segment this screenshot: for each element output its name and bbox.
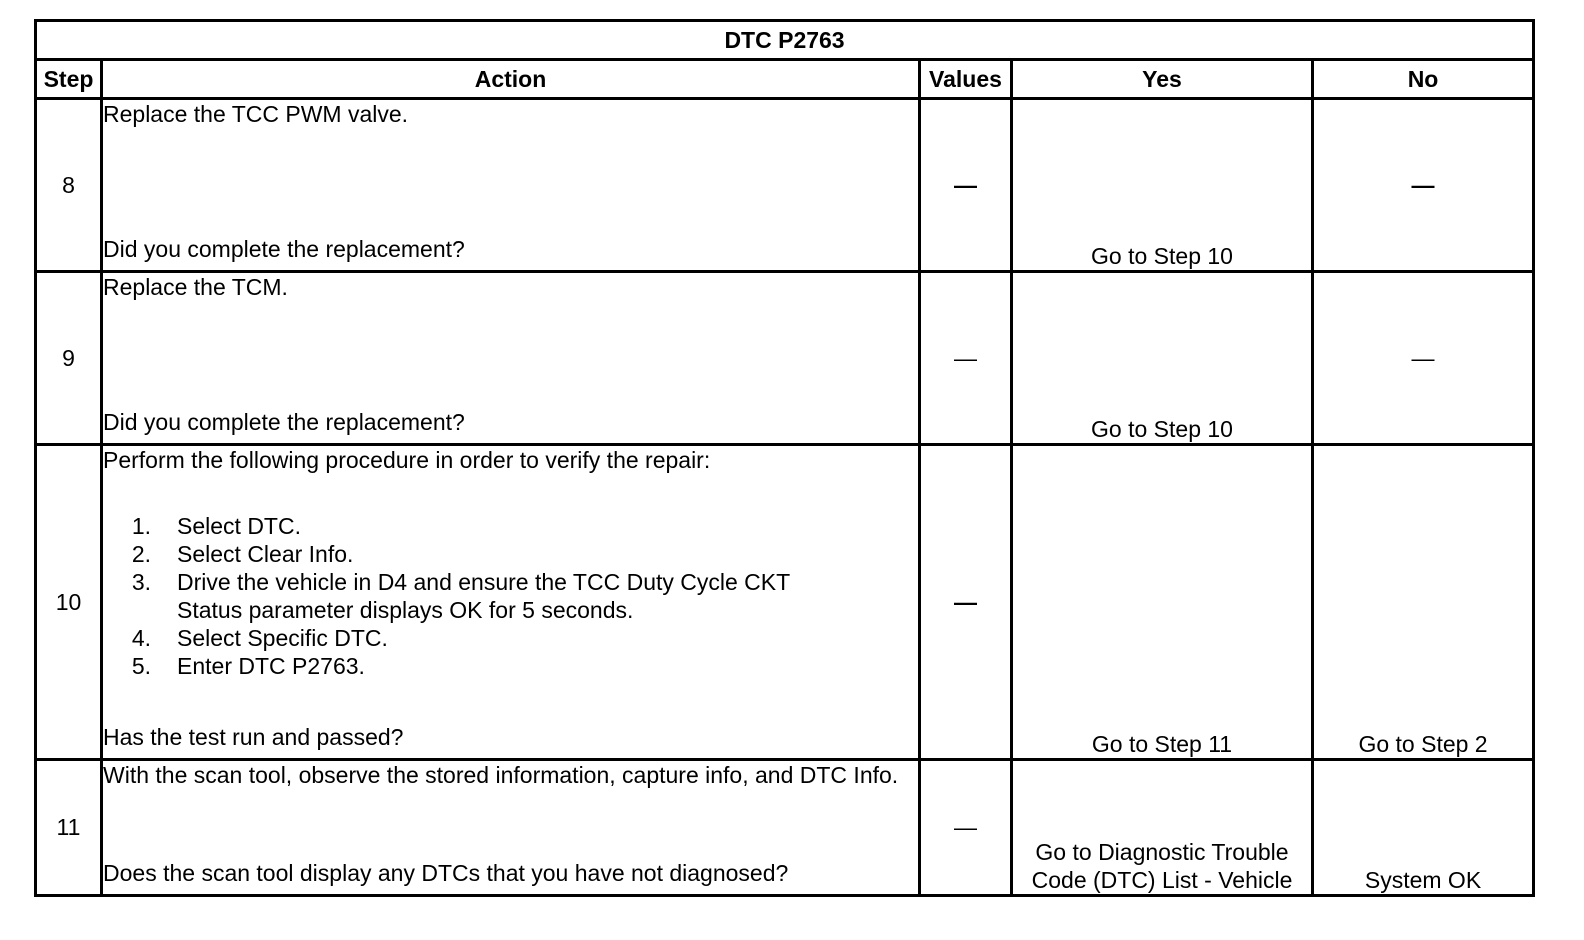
header-values: Values [920,60,1012,99]
values-dash: — [954,588,977,615]
action-question: Did you complete the replacement? [103,409,465,435]
step-number: 8 [36,99,102,272]
table-row [36,272,1534,445]
action-cell [102,272,920,445]
values-cell [920,99,1012,272]
action-cell [102,445,920,760]
action-question: Did you complete the replacement? [103,236,465,262]
no-cell [1313,272,1534,445]
action-question: Has the test run and passed? [103,724,404,750]
procedure-item [103,568,918,624]
action-instruction: Replace the TCC PWM valve. [103,101,409,127]
no-cell: Go to Step 2 [1313,445,1534,760]
table-title-row [36,21,1534,60]
procedure-item [103,512,918,540]
yes-cell: Go to Step 10 [1012,99,1313,272]
procedure-text: Select DTC. [177,513,301,539]
dtc-table [34,19,1535,897]
header-action: Action [102,60,920,99]
values-cell [920,445,1012,760]
no-dash: — [1411,171,1435,198]
header-no: No [1313,60,1534,99]
procedure-item [103,624,918,652]
procedure-text: Drive the vehicle in D4 and ensure the TCC Duty Cycle CKT Status parameter displays OK for 5 seconds. [177,569,790,623]
step-number: 9 [36,272,102,445]
procedure-text: Select Specific DTC. [177,625,388,651]
action-cell [102,99,920,272]
action-question: Does the scan tool display any DTCs that you have not diagnosed? [103,860,789,886]
step-number: 11 [36,760,102,896]
procedure-number: 4. [131,625,151,651]
procedure-number: 3. [131,569,151,595]
table-row [36,99,1534,272]
values-cell [920,272,1012,445]
header-yes: Yes [1012,60,1313,99]
values-dash: — [954,344,977,371]
procedure-number: 1. [131,513,151,539]
no-cell: System OK [1313,760,1534,896]
procedure-list [103,512,918,680]
procedure-number: 2. [131,541,151,567]
yes-cell: Go to Step 10 [1012,272,1313,445]
action-instruction: Perform the following procedure in order to verify the repair: [103,447,711,473]
procedure-item [103,540,918,568]
action-cell [102,760,920,896]
action-instruction: Replace the TCM. [103,274,288,300]
table-header-row [36,60,1534,99]
action-instruction: With the scan tool, observe the stored information, capture info, and DTC Info. [103,762,899,788]
values-dash: — [954,814,977,840]
procedure-item [103,652,918,680]
table-title: DTC P2763 [36,21,1534,60]
table-row [36,760,1534,896]
procedure-text: Enter DTC P2763. [177,653,365,679]
header-step: Step [36,60,102,99]
values-dash: — [954,171,977,198]
step-number: 10 [36,445,102,760]
table-row [36,445,1534,760]
procedure-text: Select Clear Info. [177,541,354,567]
no-dash: — [1411,344,1435,371]
yes-cell: Go to Diagnostic Trouble Code (DTC) List - Vehicle [1012,760,1313,896]
procedure-number: 5. [131,653,151,679]
values-cell [920,760,1012,896]
no-cell [1313,99,1534,272]
yes-cell: Go to Step 11 [1012,445,1313,760]
